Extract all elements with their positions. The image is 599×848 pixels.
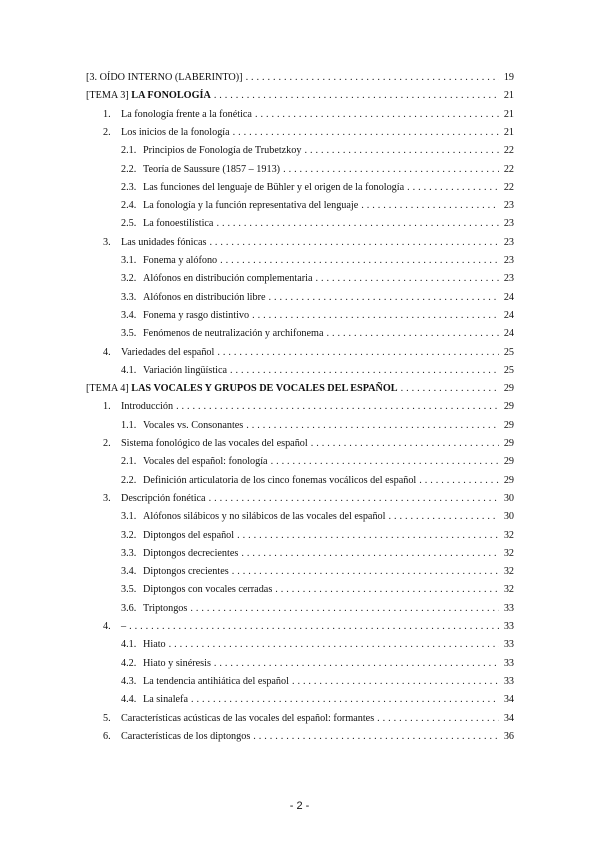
toc-entry-title-text: Vocales vs. Consonantes xyxy=(143,419,244,431)
dot-leader xyxy=(129,619,499,635)
toc-entry-title xyxy=(121,235,206,251)
toc-entry[interactable] xyxy=(121,326,514,342)
toc-entry-title-text: [TEMA 3] xyxy=(86,90,132,102)
toc-entry-title xyxy=(143,692,188,708)
toc-entry-number: 1.1. xyxy=(121,419,137,431)
toc-entry-page: 30 xyxy=(503,492,514,504)
toc-entry-page: 34 xyxy=(503,694,514,706)
toc-entry-page: 23 xyxy=(503,236,514,248)
toc-entry-title xyxy=(86,88,211,104)
dot-leader xyxy=(401,381,499,397)
toc-entry-number: 2.5. xyxy=(121,218,137,230)
dot-leader xyxy=(209,235,499,251)
toc-entry[interactable] xyxy=(121,253,514,269)
toc-entry-title xyxy=(121,436,308,452)
toc-entry-title-text: Fenómenos de neutralización y archifonema xyxy=(143,328,324,340)
toc-entry-page: 21 xyxy=(503,108,514,120)
toc-entry-number: 5. xyxy=(103,712,111,724)
toc-entry-number: 4. xyxy=(103,346,111,358)
toc-entry[interactable] xyxy=(121,528,514,544)
dot-leader xyxy=(190,601,499,617)
toc-entry-title-text: Alófonos en distribución libre xyxy=(143,291,266,303)
toc-entry-page: 33 xyxy=(503,639,514,651)
toc-entry-title-text: Características acústicas de las vocales del español: formantes xyxy=(121,712,375,724)
dot-leader xyxy=(292,674,499,690)
toc-entry-title xyxy=(121,125,230,141)
toc-entry-page: 29 xyxy=(503,438,514,449)
toc-entry[interactable] xyxy=(103,436,514,452)
toc-entry-title xyxy=(143,601,187,617)
toc-entry-title xyxy=(121,491,206,507)
toc-entry-title-text: Introducción xyxy=(121,401,174,413)
dot-leader xyxy=(283,162,499,178)
toc-entry-number: 1. xyxy=(103,401,111,413)
toc-entry-title-bold: LA FONOLOGÍA xyxy=(131,90,211,102)
toc-entry[interactable] xyxy=(121,454,514,470)
toc-entry-title-text: Alófonos en distribución complementaria xyxy=(143,273,313,285)
toc-entry-number: 3. xyxy=(103,492,111,504)
toc-entry-page: 34 xyxy=(503,712,514,724)
toc-entry[interactable] xyxy=(121,143,514,159)
dot-leader xyxy=(241,546,499,562)
dot-leader xyxy=(246,70,499,86)
dot-leader xyxy=(191,692,499,708)
toc-entry-number: 4.3. xyxy=(121,675,137,687)
toc-entry-number: 6. xyxy=(103,730,111,742)
toc-entry-page: 22 xyxy=(503,181,514,193)
dot-leader xyxy=(419,473,499,489)
toc-entry-page: 36 xyxy=(503,730,514,742)
toc-entry-page: 30 xyxy=(503,511,514,523)
toc-entry-title xyxy=(143,656,211,672)
toc-entry-page: 24 xyxy=(503,291,514,303)
toc-entry-title xyxy=(121,107,252,123)
toc-entry-number: 3. xyxy=(103,236,111,248)
toc-entry-number: 3.1. xyxy=(121,255,137,266)
toc-entry-title-text: [TEMA 4] xyxy=(86,383,132,395)
toc-entry-title-text: Las unidades fónicas xyxy=(121,236,207,248)
toc-entry-title-text: Definición articulatoria de los cinco fonemas vocálicos del español xyxy=(143,474,417,486)
toc-entry-number: 3.4. xyxy=(121,309,137,321)
toc-entry-title-text: Teoría de Saussure (1857 – 1913) xyxy=(143,163,281,175)
toc-entry-title xyxy=(143,473,416,489)
toc-entry-number: 3.2. xyxy=(121,529,137,541)
toc-entry-title-text: Diptongos del español xyxy=(143,529,235,541)
toc-entry-title-text: Descripción fonética xyxy=(121,492,206,504)
toc-entry-title xyxy=(121,729,250,745)
toc-entry-number: 2.3. xyxy=(121,181,137,193)
toc-entry-title xyxy=(143,582,272,598)
toc-entry[interactable] xyxy=(103,399,514,415)
toc-entry-title-text: Fonema y alófono xyxy=(143,255,218,266)
toc-entry[interactable] xyxy=(103,345,514,361)
toc-entry-number: 4.1. xyxy=(121,364,137,376)
toc-entry-page: 33 xyxy=(503,621,514,632)
toc-entry-title-text: Fonema y rasgo distintivo xyxy=(143,309,250,321)
toc-entry[interactable] xyxy=(86,70,514,86)
dot-leader xyxy=(361,198,499,214)
toc-entry[interactable] xyxy=(121,198,514,214)
toc-entry-title xyxy=(143,180,404,196)
toc-entry[interactable] xyxy=(103,491,514,507)
toc-entry-number: 4.4. xyxy=(121,694,137,706)
toc-entry[interactable] xyxy=(103,619,514,635)
dot-leader xyxy=(220,253,499,269)
toc-entry-title-text: La fonología y la función representativa del lenguaje xyxy=(143,200,359,212)
toc-entry-page: 29 xyxy=(503,419,514,431)
dot-leader xyxy=(326,326,499,342)
dot-leader xyxy=(275,582,499,598)
dot-leader xyxy=(216,216,499,232)
dot-leader xyxy=(233,125,499,141)
dot-leader xyxy=(255,107,499,123)
toc-entry[interactable] xyxy=(121,180,514,196)
dot-leader xyxy=(230,363,499,379)
toc-entry-title xyxy=(143,143,301,159)
toc-entry[interactable] xyxy=(121,363,514,379)
toc-entry-page: 25 xyxy=(503,364,514,376)
toc-entry-title-text: Principios de Fonología de Trubetzkoy xyxy=(143,145,302,157)
dot-leader xyxy=(209,491,499,507)
toc-entry-page: 29 xyxy=(503,474,514,486)
dot-leader xyxy=(214,656,499,672)
dot-leader xyxy=(377,711,499,727)
toc-entry[interactable] xyxy=(121,216,514,232)
toc-entry-title xyxy=(143,216,213,232)
toc-entry-number: 3.4. xyxy=(121,566,137,578)
toc-entry-title-text: [3. OÍDO INTERNO (LABERINTO)] xyxy=(86,72,243,83)
dot-leader xyxy=(253,729,499,745)
dot-leader xyxy=(269,290,499,306)
toc-entry[interactable] xyxy=(121,674,514,690)
toc-entry-title-text: Diptongos con vocales cerradas xyxy=(143,584,273,596)
toc-entry[interactable] xyxy=(121,418,514,434)
toc-entry-number: 4.2. xyxy=(121,657,137,669)
toc-entry-title-bold: LAS VOCALES Y GRUPOS DE VOCALES DEL ESPAÑOL xyxy=(131,383,398,395)
toc-entry-page: 29 xyxy=(503,456,514,468)
toc-entry-title xyxy=(121,619,126,635)
toc-entry-number: 3.1. xyxy=(121,511,137,523)
toc-entry-page: 21 xyxy=(503,90,514,102)
toc-entry-title-text: – xyxy=(121,621,127,632)
toc-entry-page: 19 xyxy=(503,72,514,83)
toc-entry[interactable] xyxy=(121,564,514,580)
dot-leader xyxy=(315,271,499,287)
toc-entry-page: 21 xyxy=(503,126,514,138)
toc-entry-title-text: Sistema fonológico de las vocales del español xyxy=(121,438,308,449)
toc-entry[interactable] xyxy=(103,125,514,141)
toc-entry-number: 3.5. xyxy=(121,584,137,596)
toc-entry-page: 22 xyxy=(503,145,514,157)
dot-leader xyxy=(271,454,499,470)
toc-entry-page: 32 xyxy=(503,529,514,541)
toc-entry-page: 22 xyxy=(503,163,514,175)
dot-leader xyxy=(237,528,499,544)
toc-entry[interactable] xyxy=(121,692,514,708)
dot-leader xyxy=(246,418,499,434)
toc-entry-title xyxy=(143,564,229,580)
toc-entry-number: 4. xyxy=(103,621,111,632)
toc-entry-title xyxy=(143,198,358,214)
toc-entry-title xyxy=(121,711,374,727)
toc-entry[interactable] xyxy=(121,162,514,178)
toc-entry[interactable] xyxy=(121,656,514,672)
toc-entry-title-text: Vocales del español: fonología xyxy=(143,456,268,468)
toc-entry-page: 32 xyxy=(503,584,514,596)
toc-entry-title-text: Alófonos silábicos y no silábicos de las vocales del español xyxy=(143,511,386,523)
toc-entry-number: 3.3. xyxy=(121,547,137,559)
toc-entry-title-text: La sinalefa xyxy=(143,694,188,706)
toc-entry-title-text: Diptongos crecientes xyxy=(143,566,229,578)
toc-entry-number: 2.2. xyxy=(121,474,137,486)
toc-entry-page: 23 xyxy=(503,273,514,285)
toc-entry-title xyxy=(143,326,323,342)
toc-entry-title xyxy=(143,546,238,562)
dot-leader xyxy=(407,180,499,196)
dot-leader xyxy=(311,436,499,452)
toc-entry-number: 3.5. xyxy=(121,328,137,340)
toc-entry-title-text: Hiato xyxy=(143,639,166,651)
toc-entry-title-text: Los inicios de la fonología xyxy=(121,126,230,138)
toc-entry[interactable] xyxy=(121,546,514,562)
toc-entry-number: 3.2. xyxy=(121,273,137,285)
toc-entry-title xyxy=(86,70,243,86)
toc-entry[interactable] xyxy=(103,235,514,251)
toc-entry-title xyxy=(143,509,385,525)
toc-entry-title xyxy=(121,399,173,415)
toc-entry-page: 23 xyxy=(503,255,514,266)
toc-entry-page: 33 xyxy=(503,602,514,614)
toc-entry[interactable] xyxy=(121,271,514,287)
toc-entry-number: 4.1. xyxy=(121,639,137,651)
dot-leader xyxy=(176,399,499,415)
toc-entry-page: 32 xyxy=(503,566,514,578)
toc-entry[interactable] xyxy=(103,107,514,123)
toc-entry-number: 2. xyxy=(103,438,111,449)
dot-leader xyxy=(252,308,499,324)
toc-entry-title-text: La tendencia antihiática del español xyxy=(143,675,289,687)
dot-leader xyxy=(232,564,499,580)
toc-entry-title-text: La fonología frente a la fonética xyxy=(121,108,252,120)
toc-entry-title xyxy=(143,290,266,306)
dot-leader xyxy=(214,88,499,104)
toc-entry-title-text: Variedades del español xyxy=(121,346,215,358)
toc-entry-title xyxy=(143,637,166,653)
toc-entry-title-text: La fonoestilística xyxy=(143,218,214,230)
toc-entry-title-text: Variación lingüística xyxy=(143,364,228,376)
toc-entry[interactable] xyxy=(121,509,514,525)
dot-leader xyxy=(304,143,499,159)
toc-entry-title-text: Las funciones del lenguaje de Bühler y el origen de la fonología xyxy=(143,181,405,193)
toc-entry-title-text: Diptongos decrecientes xyxy=(143,547,239,559)
toc-entry-page: 24 xyxy=(503,309,514,321)
toc-entry-page: 33 xyxy=(503,675,514,687)
toc-entry-number: 2.1. xyxy=(121,456,137,468)
toc-entry-title-text: Hiato y sinéresis xyxy=(143,657,211,669)
dot-leader xyxy=(388,509,499,525)
toc-entry-page: 24 xyxy=(503,328,514,340)
toc-entry-title xyxy=(143,363,227,379)
dot-leader xyxy=(169,637,499,653)
toc-entry-number: 2. xyxy=(103,126,111,138)
toc-entry-title-text: Características de los diptongos xyxy=(121,730,251,742)
toc-entry-number: 3.3. xyxy=(121,291,137,303)
toc-entry[interactable] xyxy=(121,582,514,598)
toc-entry-title xyxy=(143,162,280,178)
toc-entry-number: 2.2. xyxy=(121,163,137,175)
toc-entry-number: 2.1. xyxy=(121,145,137,157)
toc-entry-page: 29 xyxy=(503,383,514,395)
toc-entry[interactable] xyxy=(121,601,514,617)
toc-entry-page: 25 xyxy=(503,346,514,358)
toc-entry[interactable] xyxy=(86,88,514,104)
toc-entry-title xyxy=(143,253,217,269)
toc-entry-page: 23 xyxy=(503,218,514,230)
toc-entry-title xyxy=(143,308,249,324)
page-number: - 2 - xyxy=(289,800,310,812)
toc-entry-title-text: Triptongos xyxy=(143,602,188,614)
toc-entry-title xyxy=(143,271,312,287)
toc-entry-title xyxy=(143,454,268,470)
toc-entry-number: 3.6. xyxy=(121,602,137,614)
toc-entry-number: 2.4. xyxy=(121,200,137,212)
toc-entry[interactable] xyxy=(121,308,514,324)
toc-entry-title xyxy=(143,528,234,544)
toc-entry-page: 33 xyxy=(503,657,514,669)
toc-entry[interactable] xyxy=(103,711,514,727)
toc-entry[interactable] xyxy=(121,473,514,489)
toc-entry-page: 23 xyxy=(503,200,514,212)
toc-entry-title xyxy=(143,674,289,690)
toc-entry[interactable] xyxy=(121,290,514,306)
toc-entry-number: 1. xyxy=(103,108,111,120)
toc-entry-title xyxy=(143,418,243,434)
toc-entry-page: 29 xyxy=(503,401,514,413)
toc-entry-page: 32 xyxy=(503,547,514,559)
toc-entry[interactable] xyxy=(86,381,514,397)
toc-entry[interactable] xyxy=(121,637,514,653)
dot-leader xyxy=(217,345,499,361)
toc-entry-title xyxy=(121,345,214,361)
toc-entry-title xyxy=(86,381,398,397)
toc-entry[interactable] xyxy=(103,729,514,745)
